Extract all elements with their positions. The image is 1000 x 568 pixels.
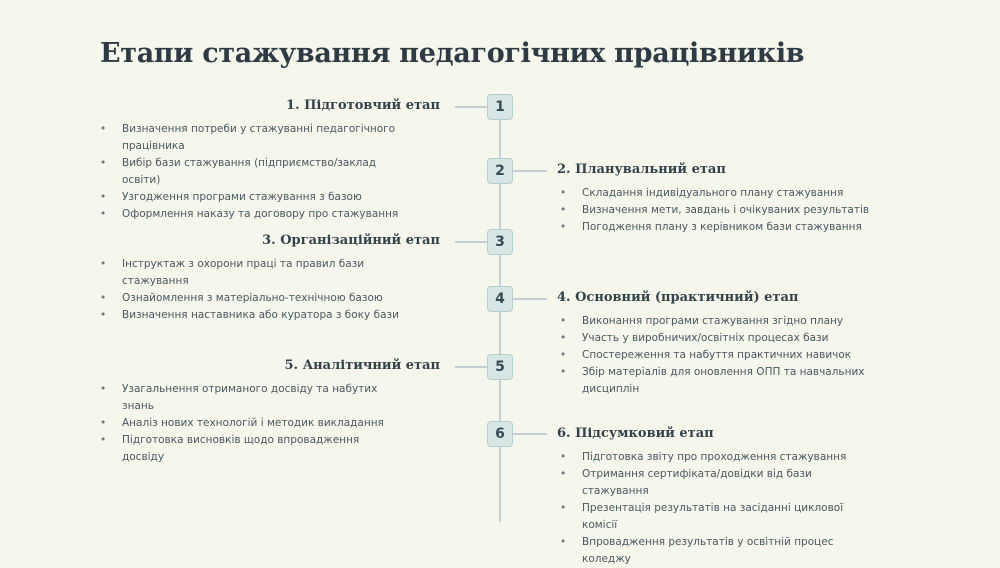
stage-node-1: 1 [487,94,513,120]
stage-list-5 [100,381,400,466]
stage-list-4 [560,313,880,398]
stage-title-6: 6. Підсумковий етап [557,426,714,441]
list-item: • Вибір бази стажування (підприємство/заклад освіти) [100,155,400,189]
list-item: • Аналіз нових технологій і методик викладання [100,415,400,432]
list-item: • Інструктаж з охорони праці та правил бази стажування [100,256,400,290]
stage-list-1 [100,121,400,223]
list-item: • Отримання сертифіката/довідки від бази стажування [560,466,880,500]
stage-node-6: 6 [487,421,513,447]
stage-node-4: 4 [487,286,513,312]
stage-title-1: 1. Підготовчий етап [286,98,440,113]
list-item: • Ознайомлення з матеріально-технічною базою [100,290,400,307]
connector-6 [513,433,547,435]
stage-node-5: 5 [487,354,513,380]
connector-4 [513,298,547,300]
stage-node-3: 3 [487,229,513,255]
list-item: • Визначення потреби у стажуванні педагогічного працівника [100,121,400,155]
stage-list-3 [100,256,400,324]
list-item: • Узагальнення отриманого досвіду та набутих знань [100,381,400,415]
page-title: Етапи стажування педагогічних працівників [100,38,805,69]
stage-title-3: 3. Організаційний етап [262,233,440,248]
list-item: • Збір матеріалів для оновлення ОПП та навчальних дисциплін [560,364,880,398]
list-item: • Визначення наставника або куратора з боку бази [100,307,400,324]
connector-1 [455,106,487,108]
list-item: • Визначення мети, завдань і очікуваних результатів [560,202,880,219]
list-item: • Участь у виробничих/освітніх процесах бази [560,330,880,347]
list-item: • Оформлення наказу та договору про стажування [100,206,400,223]
stage-node-2: 2 [487,158,513,184]
connector-3 [455,241,487,243]
list-item: • Узгодження програми стажування з базою [100,189,400,206]
connector-5 [455,366,487,368]
stage-title-4: 4. Основний (практичний) етап [557,290,799,305]
list-item: • Складання індивідуального плану стажування [560,185,880,202]
list-item: • Погодження плану з керівником бази стажування [560,219,880,236]
list-item: • Підготовка звіту про проходження стажування [560,449,880,466]
stage-title-2: 2. Планувальний етап [557,162,726,177]
list-item: • Впровадження результатів у освітній процес коледжу [560,534,880,568]
list-item: • Виконання програми стажування згідно плану [560,313,880,330]
list-item: • Підготовка висновків щодо впровадження досвіду [100,432,400,466]
stage-list-2 [560,185,880,236]
connector-2 [513,170,547,172]
list-item: • Презентація результатів на засіданні циклової комісії [560,500,880,534]
stage-list-6 [560,449,880,568]
stage-title-5: 5. Аналітичний етап [284,358,440,373]
list-item: • Спостереження та набуття практичних навичок [560,347,880,364]
